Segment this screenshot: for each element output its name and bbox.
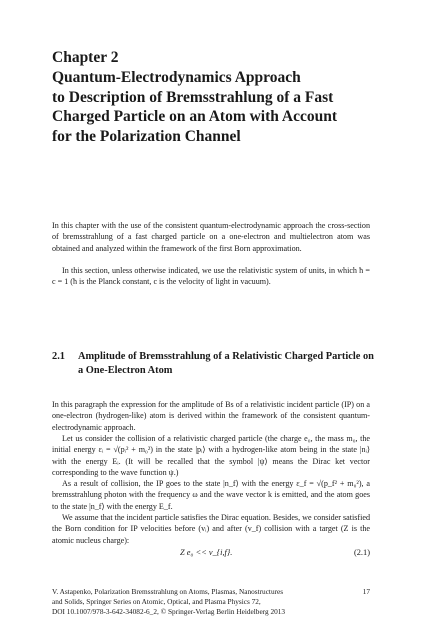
body-paragraph-1: In this paragraph the expression for the amplitude of Bs of a relativistic incident particle (IP) on a one-electron (hydrogen-like) atom is derived within the framework of the consistent quantum-electrodynamic approach. bbox=[52, 400, 370, 432]
footer-line: V. Astapenko, Polarization Bremsstrahlung on Atoms, Plasmas, Nanostructures bbox=[52, 587, 284, 596]
intro-paragraph-1: In this chapter with the use of the consistent quantum-electrodynamic approach the cross-section of bremsstrahlung of a fast charged particle on a one-electron and multielectron atom was obtained and analyzed within the framework of the first Born approximation. bbox=[52, 221, 370, 253]
chapter-title bbox=[52, 68, 392, 146]
chapter-title-line: to Description of Bremsstrahlung of a Fast bbox=[52, 88, 334, 106]
footer-line: DOI 10.1007/978-3-642-34082-6_2, © Springer-Verlag Berlin Heidelberg 2013 bbox=[52, 607, 286, 616]
section-number: 2.1 bbox=[52, 351, 65, 362]
footer-line: and Solids, Springer Series on Atomic, Optical, and Plasma Physics 72, bbox=[52, 597, 261, 606]
body-paragraph-3: As a result of collision, the IP goes to the state |n_f⟩ with the energy ε_f = √(p_f² + m₀²), a bremsstrahlung photon with the frequency ω and the wave vector k is emitted, and the atom goes to the state |n_f⟩ with the energy E_f. bbox=[52, 479, 370, 511]
section-title: Amplitude of Bremsstrahlung of a Relativistic Charged Particle on a One-Electron Atom bbox=[78, 351, 374, 376]
equation-number: (2.1) bbox=[353, 548, 370, 557]
intro-paragraph-2: In this section, unless otherwise indicated, we use the relativistic system of units, in which ħ = c = 1 (ħ is the Planck constant, c is the velocity of light in vacuum). bbox=[52, 266, 370, 287]
chapter-label: Chapter 2 bbox=[52, 49, 119, 66]
chapter-title-line: Charged Particle on an Atom with Account bbox=[52, 108, 338, 125]
chapter-title-line: Quantum-Electrodynamics Approach bbox=[52, 69, 301, 86]
footer-citation bbox=[52, 587, 370, 617]
body-paragraph-4: We assume that the incident particle satisfies the Dirac equation. Besides, we consider satisfied the Born condition for IP velocities before (vᵢ) and after (v_f) collision with a target (Z is the atomic nucleus charge): bbox=[52, 513, 370, 545]
equation-body: Z e₀ << v_{i,f}. bbox=[180, 548, 233, 557]
page-number: 17 bbox=[362, 587, 370, 596]
chapter-title-line: for the Polarization Channel bbox=[52, 127, 241, 145]
body-paragraph-2: Let us consider the collision of a relativistic charged particle (the charge e₀, the mass m₀, the initial energy εᵢ = √(pᵢ² + m₀²) in the state |pᵢ⟩ with a hydrogen-like atom being in the state |nᵢ⟩ with the energy Eᵢ. (It will be recalled that the symbol |ψ⟩ means the Dirac ket vector corresponding to the wave function ψ.) bbox=[52, 434, 370, 477]
